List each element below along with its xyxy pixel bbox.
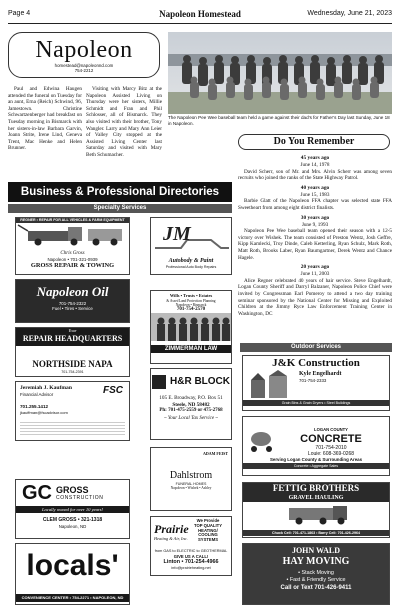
ad-prairie-line6: from GAS to ELECTRIC to GEOTHERMAL — [154, 549, 228, 553]
ad-wills-line3: Napoleon • Bismarck — [175, 303, 207, 307]
hr-block-logo — [151, 369, 231, 395]
ad-hr-title: H&R BLOCK — [170, 376, 230, 387]
ad-prairie-line7: GIVE US A CALL! — [173, 554, 209, 559]
gc-name-block — [56, 485, 103, 501]
ad-jm-tag: Professional Auto Body Repairs — [165, 265, 217, 269]
remember-entry — [238, 215, 392, 262]
ad-oil-title: Napoleon Oil — [36, 284, 109, 299]
ad-fettig-sub: GRAVEL HAULING — [288, 495, 344, 501]
ad-dahlstrom-title: Dahlstrom — [169, 470, 213, 481]
remember-entries — [238, 155, 392, 355]
svg-text:JM: JM — [163, 223, 191, 245]
gc-logo — [16, 480, 129, 506]
ad-oil-phone: 701-754-2322 — [58, 301, 87, 306]
ad-hr-city: Steele, ND 58482 — [172, 401, 210, 408]
entry-text: Napoleon Pee Wee baseball team opened their season with a 12-5 victory over Wishek. The team consisted of Preston Wentz, Josh Geffre, Kipp Kamlecki, Troy Dinde, Caleb Ketterling, Ryan Schulz, Mark Roth, Matt Roth, Brooks Laber, Ryan Baumgartner, Derek Wentz and Chance Hagele. — [238, 228, 392, 261]
jk-body — [243, 370, 389, 400]
directory-banner: Business & Professional Directories — [8, 182, 232, 202]
ad-repair-line: Your — [68, 328, 77, 333]
ad-concrete-title: CONCRETE — [300, 433, 362, 445]
ad-kaufman-phone: 701.255.1412 — [20, 403, 49, 409]
ad-prairie-phone: Linton • 701-254-4966 — [163, 559, 219, 565]
ad-dahlstrom-top: ADAM FEIST — [202, 451, 228, 456]
entry-text: Barbie Glatt of the Napoleon FFA chapter was selected state FFA Sweetheart from among eight district finalists. — [238, 198, 392, 211]
ad-concrete-line2: Concrete • Aggregate Sales — [243, 463, 389, 469]
ad-kaufman-email: jkauffman@fscadvisor.com — [20, 409, 68, 415]
ad-prairie-line1: We Provide — [196, 518, 220, 523]
ad-hr-tag: ~ Your Local Tax Service ~ — [163, 415, 219, 421]
masthead-phone: 754-2212 — [74, 68, 94, 73]
ad-gross-title: GROSS REPAIR & TOWING — [30, 262, 115, 270]
ad-hr-address: 105 E. Broadway, P.O. Box 51 — [159, 395, 223, 401]
outdoor-services-bar: Outdoor Services — [240, 343, 392, 352]
prairie-contact — [151, 549, 231, 571]
ad-dahlstrom — [150, 447, 232, 511]
ad-prairie-line3: HEATING/ — [198, 527, 218, 533]
ad-oil-line: Fuel • Tires • Service — [52, 306, 93, 312]
paper-name: Napoleon Homestead — [159, 9, 241, 19]
specialty-services-bar: Specialty Services — [8, 204, 232, 213]
ad-wills-line2: & Asset/Land Protection Planning — [166, 298, 216, 303]
ad-wills-firm: ZIMMERMAN LAW — [151, 345, 231, 353]
ad-repair-headquarters — [15, 327, 130, 377]
remember-banner — [238, 134, 390, 150]
issue-date: Wednesday, June 21, 2023 — [307, 10, 392, 17]
ad-clem-tag: Locally owned for over 10 years! — [16, 506, 129, 513]
ad-wald-sub: HAY MOVING — [282, 556, 350, 567]
ad-concrete-phone: 701-754-2010 — [315, 445, 347, 451]
ad-repair-phone: 701-754-2391 — [61, 370, 84, 374]
ad-clem-name: CLEM GROSS • 321-1318 — [42, 517, 103, 523]
ad-hr-block — [150, 368, 232, 440]
tow-truck-icon — [16, 223, 130, 247]
kaufman-fine-print — [20, 422, 125, 436]
entry-date: June 14, 1978 — [300, 162, 330, 168]
ad-jk-construction — [242, 355, 390, 411]
ad-jm-autobody — [150, 217, 232, 275]
ad-concrete-line: Serving Logan County & Surrounding Areas — [269, 457, 363, 462]
repair-banner — [16, 328, 129, 346]
entry-date: June 9, 1993 — [301, 221, 329, 228]
team-photo-image — [168, 32, 392, 114]
ad-jm-sub: Autobody & Paint — [168, 258, 214, 264]
ad-gross-phone: Napoleon • 701-321-0939 — [47, 257, 98, 262]
ad-jk-phone: 701-754-2333 — [299, 378, 327, 383]
prairie-services — [188, 519, 228, 543]
ad-prairie-line5: SYSTEMS — [197, 537, 218, 543]
jm-logo-icon — [151, 218, 232, 254]
remember-entry — [238, 185, 392, 212]
ad-wald-line1: • Stack Moving — [298, 570, 334, 576]
ad-gross-name: Chris Gross — [60, 251, 85, 256]
ad-wald-line2: • Fast & Friendly Service — [286, 577, 346, 583]
entry-text: David Scherr, son of Mr. and Mrs. Alvin Scherr was among seven recruits who joined the ranks of the State Highway Patrol. — [238, 168, 392, 182]
entry-years-ago: 40 years ago — [300, 184, 330, 191]
ad-gross-line: REGNER • REPAIR FOR ALL VEHICLES & FARM EQUIPMENT — [16, 218, 129, 223]
ad-gross-construction — [15, 479, 130, 539]
ad-jk-title: J&K Construction — [272, 357, 360, 369]
ad-kaufman-firm: FSC — [103, 385, 123, 396]
ad-wald-phone: Call or Text 701-426-9411 — [280, 585, 352, 591]
ad-fettig-brothers — [242, 482, 390, 538]
column-masthead — [8, 32, 160, 78]
masthead-title: Napoleon — [35, 37, 133, 63]
ad-clem-title: GROSS — [56, 485, 89, 495]
ad-kaufman-title: Financial Advisor — [20, 392, 54, 397]
ad-concrete-phone2: Louie: 608-369-0268 — [307, 451, 355, 457]
ad-jk-name: Kyle Engelhardt — [299, 371, 342, 377]
ad-kaufman-name: Jeremiah J. Kaufman — [20, 385, 72, 391]
fettig-banner — [243, 483, 389, 502]
team-photo — [168, 32, 392, 114]
ad-wills-line: Wills • Trusts • Estates — [169, 293, 213, 298]
entry-years-ago: 20 years ago — [300, 264, 330, 271]
jk-contact — [299, 370, 389, 400]
ad-zimmerman-law — [150, 290, 232, 364]
ad-repair-store: NORTHSIDE NAPA — [32, 359, 113, 369]
grain-bin-icon — [243, 370, 299, 400]
hr-block-square-icon — [152, 375, 166, 389]
photo-caption: The Napoleon Pee Wee baseball team held a game against their dad’s for Father’s Day last Sunday, June 18 in Napoleon. — [168, 115, 390, 126]
masthead-email: homestead@napoleonnd.com — [54, 63, 114, 68]
ad-dahlstrom-towns: Napoleon • Wishek • Ashley — [170, 486, 212, 491]
concrete-mixer-icon — [247, 429, 277, 453]
ad-wills-phone: 701-754-2570 — [176, 307, 206, 313]
remember-entry — [238, 264, 392, 317]
entry-date: June 11, 2003 — [300, 271, 330, 278]
ad-concrete-top: LOGAN COUNTY — [314, 427, 348, 432]
ad-wald-title: JOHN WALD — [291, 546, 341, 555]
gc-monogram-icon: GC — [22, 482, 52, 504]
entry-years-ago: 45 years ago — [300, 155, 330, 161]
page-header — [8, 10, 392, 24]
kaufman-text-block — [20, 385, 72, 415]
ad-logan-concrete — [242, 416, 390, 476]
remember-entry — [238, 155, 392, 182]
ad-fettig-title: FETTIG BROTHERS — [272, 483, 360, 493]
gravel-truck-icon — [243, 502, 390, 526]
ad-locals-title: locals' — [26, 549, 119, 582]
entry-date: June 15, 1983 — [300, 191, 330, 198]
ad-wald-hay-moving — [242, 543, 390, 605]
ad-jk-line: Grain Bins & Grain Dryers • Steel Buildings — [243, 400, 389, 406]
ad-repair-title: REPAIR HEADQUARTERS — [22, 334, 123, 343]
ad-clem-sub: CONSTRUCTION — [56, 495, 104, 501]
page-number: Page 4 — [8, 10, 31, 17]
law-team-photo — [151, 313, 232, 341]
ad-clem-town: Napoleon, ND — [58, 524, 87, 529]
ad-hr-phone: Ph: 701-475-2559 or 475-2768 — [159, 408, 223, 414]
remember-title: Do You Remember — [273, 136, 355, 147]
ad-fettig-phone: Chuck Cell: 701-471-1863 • Barry Cell: 701-426-2964 — [243, 530, 389, 536]
news-column-left: Paul and Edwina Haugen attended the funeral on Tuesday for an aunt, Erna (Reich) Schwind, 96, Jamestown. Christine Schwartzenberger had breakfast on Tuesday morning in Bismarck with her sisters-in-law Barbara Garvin, Joann Strite, Irene Lind, Geneva Trent, Mac Henke and Helen Brunner. — [8, 86, 82, 152]
ad-locals — [15, 543, 130, 605]
ad-prairie-web: info@prairieheating.net — [171, 565, 211, 570]
entry-text: Alice Regner celebrated 40 years of hair service. Steve Engelhardt, Logan County Sheriff and Darryl Balzaner, Napoleon Police Chief were invited by Congressman Earl Pomeroy to attend a two day training seminar sponsored by the National Center for Missing and Exploited Children at the Jimmy Ryce Law Enforcement Training Center in Washington, DC — [238, 277, 392, 317]
ad-prairie-sub: Heating & Air, Inc. — [154, 536, 188, 541]
ad-dahlstrom-sub: FUNERAL HOMES — [175, 482, 207, 486]
ad-prairie-heating — [150, 516, 232, 576]
ad-prairie-title: Prairie — [154, 522, 189, 536]
news-column-right: Visiting with Marcy Bitz at the Napoleon Assisted Living on Thursday were her sisters, Millie Schmidt and Fran and Phil Schlosser, all of Bismarck. They also visited with their brother, Tony Wangler. Larry and Mary Ann Leier of Valley City stopped at the Assisted Living Center last Saturday and visited with Mary Beth Schumacher. — [86, 86, 162, 158]
ad-napoleon-oil — [15, 279, 130, 323]
entry-years-ago: 30 years ago — [300, 214, 330, 221]
ad-locals-bar: CONVENIENCE CENTER • 754-2271 • NAPOLEON, ND — [16, 594, 129, 602]
header-rule — [8, 23, 392, 24]
ad-kaufman — [15, 381, 130, 441]
ad-prairie-line2: TOP QUALITY — [194, 522, 222, 528]
ad-prairie-line4: COOLING — [198, 532, 218, 538]
ad-gross-repair — [15, 217, 130, 275]
